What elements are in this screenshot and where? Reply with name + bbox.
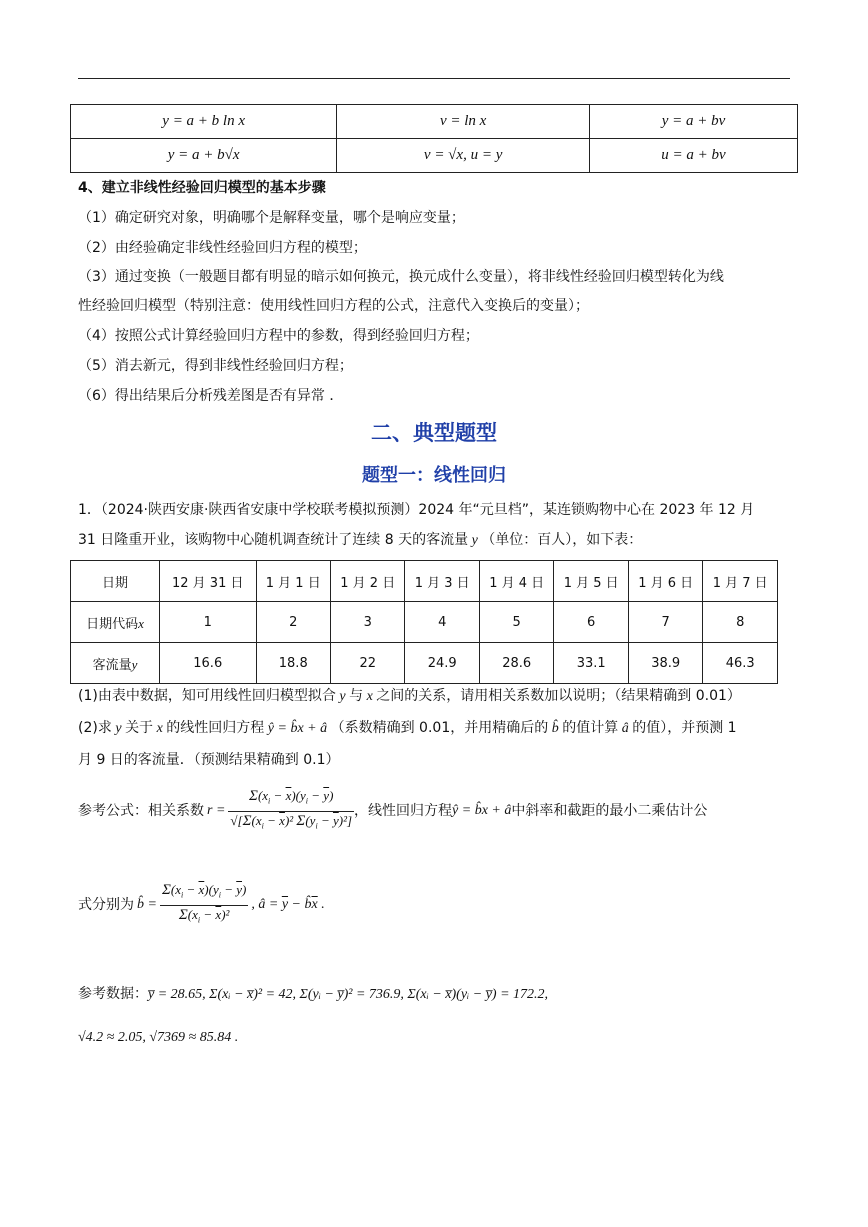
table-cell: 1 月 2 日 — [330, 561, 404, 602]
subsection-heading: 题型一：线性回归 — [362, 465, 506, 486]
sqrt-values: √4.2 ≈ 2.05, √7369 ≈ 85.84 . — [78, 1030, 239, 1045]
var-y: y — [111, 721, 126, 736]
transform-table — [70, 104, 798, 173]
var-x: x — [363, 689, 377, 704]
table-row — [71, 105, 798, 139]
var-a-hat: â — [618, 721, 633, 736]
fraction-numerator: $\Sigma(x_i - \overline{x})(y_i - \overline{y})$ — [160, 882, 248, 906]
table-cell: 4 — [405, 602, 479, 643]
table-cell: 22 — [330, 643, 404, 684]
row-header — [71, 643, 160, 684]
table-cell: 3 — [330, 602, 404, 643]
header-rule — [78, 78, 790, 79]
reference-label: 参考数据： — [78, 986, 148, 1002]
step-line: （6）得出结果后分析残差图是否有异常 ． — [78, 388, 344, 404]
step-line: （1）确定研究对象，明确哪个是解释变量，哪个是响应变量； — [78, 210, 465, 226]
table-cell: y = a + b√x — [71, 139, 337, 173]
section-title: 4、建立非线性经验回归模型的基本步骤 — [78, 180, 326, 196]
question-line — [78, 686, 741, 707]
question-line: 月 9 日的客流量．（预测结果精确到 0.1） — [78, 752, 340, 768]
table-cell: 1 — [160, 602, 257, 643]
section-heading: 二、典型题型 — [371, 421, 497, 445]
table-cell: 33.1 — [554, 643, 628, 684]
step-line: （5）消去新元，得到非线性经验回归方程； — [78, 358, 353, 374]
problem-line: 1．（2024·陕西安康·陕西省安康中学校联考模拟预测）2024 年“元旦档”，某连锁购物中心在 2023 年 12 月 — [78, 502, 755, 518]
row-header — [71, 602, 160, 643]
problem-text: （单位：百人），如下表： — [481, 532, 643, 548]
table-cell: y = a + b ln x — [71, 105, 337, 139]
step-line: 性经验回归模型（特别注意：使用线性回归方程的公式，注意代入变换后的变量）； — [78, 298, 589, 314]
table-cell: 18.8 — [256, 643, 330, 684]
slope-formula: b̂ = — [137, 897, 157, 913]
var-x: x — [153, 721, 167, 736]
problem-line — [78, 530, 642, 551]
formula-line — [78, 788, 707, 834]
question-text: （系数精确到 0.01，并用精确后的 — [330, 720, 549, 736]
reference-values: y̅ = 28.65, Σ(xᵢ − x̅)² = 42, Σ(yᵢ − y̅)² = 736.9, Σ(xᵢ − x̅)(yᵢ − y̅) = 172.2, — [148, 987, 549, 1002]
question-text: 之间的关系，请用相关系数加以说明；（结果精确到 0.01） — [376, 688, 741, 704]
slope-fraction — [160, 882, 248, 928]
fraction-numerator: $\Sigma(x_i - \overline{x})(y_i - \overline{y})$ — [228, 788, 354, 812]
fraction-denominator: $√[\Sigma(x_i - \overline{x})^2$ $\Sigma(y_i - \overline{y})^2$] — [230, 812, 353, 831]
table-row — [71, 643, 778, 684]
formula-text: 中斜率和截距的最小二乘估计公 — [511, 803, 708, 820]
question-text: 的线性回归方程 — [166, 720, 265, 736]
formula-text: ，线性回归方程 — [354, 803, 453, 820]
step-line: （2）由经验确定非线性经验回归方程的模型； — [78, 240, 367, 256]
question-text: 的值），并预测 1 — [632, 720, 737, 736]
formula-text: 参考公式：相关系数 — [78, 803, 204, 820]
table-cell: 1 月 7 日 — [703, 561, 778, 602]
table-cell: v = ln x — [337, 105, 590, 139]
data-table — [70, 560, 778, 684]
row-header-label: 日期代码 — [86, 616, 139, 632]
intercept-formula: , â = $\overline{y}$ − $b̂\overline{x}$ . — [251, 897, 325, 913]
row-header: 日期 — [71, 561, 160, 602]
table-cell: 28.6 — [479, 643, 553, 684]
regression-equation: ŷ = b̂x + â — [264, 721, 331, 736]
step-line: （4）按照公式计算经验回归方程中的参数，得到经验回归方程； — [78, 328, 479, 344]
table-cell: 24.9 — [405, 643, 479, 684]
table-cell: 46.3 — [703, 643, 778, 684]
table-cell: 2 — [256, 602, 330, 643]
var-y: y — [335, 689, 350, 704]
table-cell: 1 月 1 日 — [256, 561, 330, 602]
problem-text: 31 日隆重开业，该购物中心随机调查统计了连续 8 天的客流量 — [78, 532, 469, 548]
formula-text: 式分别为 — [78, 897, 134, 914]
table-cell: 5 — [479, 602, 553, 643]
fraction-denominator: $\Sigma(x_i - \overline{x})^2$ — [178, 906, 230, 925]
formula-line — [78, 882, 325, 928]
table-row — [71, 139, 798, 173]
table-cell: y = a + bv — [589, 105, 797, 139]
table-row — [71, 602, 778, 643]
table-row — [71, 561, 778, 602]
table-cell: 38.9 — [628, 643, 702, 684]
table-cell: 1 月 4 日 — [479, 561, 553, 602]
table-cell: 16.6 — [160, 643, 257, 684]
question-text: 的值计算 — [562, 720, 619, 736]
table-cell: 1 月 3 日 — [405, 561, 479, 602]
table-cell: 1 月 6 日 — [628, 561, 702, 602]
question-line — [78, 718, 737, 739]
table-cell: 1 月 5 日 — [554, 561, 628, 602]
reference-data-line — [78, 984, 548, 1005]
table-cell: 8 — [703, 602, 778, 643]
question-text: 关于 — [125, 720, 154, 736]
correlation-fraction — [228, 788, 354, 834]
correlation-formula: r = — [207, 803, 226, 819]
table-cell: 6 — [554, 602, 628, 643]
table-cell: 12 月 31 日 — [160, 561, 257, 602]
var-y: y — [468, 533, 482, 548]
step-line: （3）通过变换（一般题目都有明显的暗示如何换元，换元成什么变量），将非线性经验回归模型转化为线 — [78, 269, 724, 285]
question-text: (1)由表中数据，知可用线性回归模型拟合 — [78, 688, 336, 704]
var-y: y — [131, 656, 138, 672]
question-text: 与 — [349, 688, 364, 704]
table-cell: 7 — [628, 602, 702, 643]
question-text: (2)求 — [78, 720, 112, 736]
row-header-label: 客流量 — [92, 657, 132, 673]
table-cell: v = √x, u = y — [337, 139, 590, 173]
regression-equation: ŷ = b̂x + â — [452, 803, 512, 819]
table-cell: u = a + bv — [589, 139, 797, 173]
var-b-hat: b̂ — [548, 721, 563, 736]
var-x: x — [138, 615, 144, 631]
